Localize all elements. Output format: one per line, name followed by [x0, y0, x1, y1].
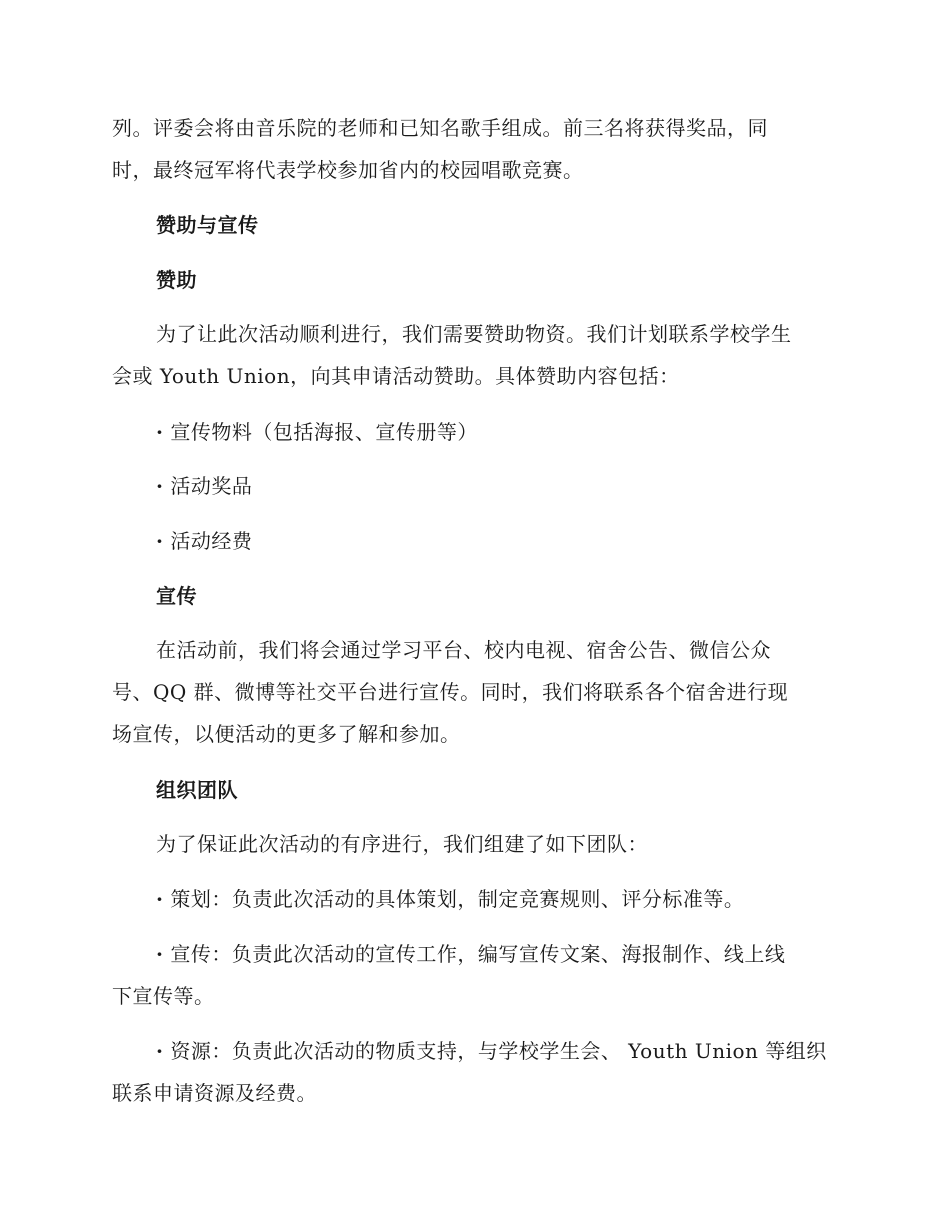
team-intro: 为了保证此次活动的有序进行，我们组建了如下团队： [156, 832, 648, 856]
sponsor-paragraph-line-2: 会或 Youth Union，向其申请活动赞助。具体赞助内容包括： [112, 364, 680, 388]
promo-paragraph-line-3: 场宣传，以便活动的更多了解和参加。 [112, 722, 461, 746]
sponsor-paragraph-line-1: 为了让此次活动顺利进行，我们需要赞助物资。我们计划联系学校学生 [156, 322, 792, 346]
bullet-symbol: · [156, 1039, 164, 1063]
team-bullet-promo [156, 940, 785, 968]
team-resource-text: 资源：负责此次活动的物质支持，与学校学生会、 Youth Union 等组织 [170, 1039, 827, 1063]
subsection-heading-sponsor: 赞助 [156, 268, 197, 292]
sponsor-bullet-item [156, 527, 252, 555]
bullet-symbol: · [156, 474, 164, 498]
sponsor-bullet-item [156, 472, 252, 500]
subsection-heading-promo: 宣传 [156, 584, 197, 608]
team-bullet-resource [156, 1037, 827, 1065]
intro-line-2: 时，最终冠军将代表学校参加省内的校园唱歌竞赛。 [112, 158, 584, 182]
team-bullet-plan [156, 885, 744, 913]
sponsor-bullet-item [156, 418, 478, 446]
bullet-symbol: · [156, 420, 164, 444]
team-promo-line-2: 下宣传等。 [112, 984, 215, 1008]
sponsor-item-label: 活动经费 [170, 529, 253, 553]
promo-paragraph-line-2: 号、QQ 群、微博等社交平台进行宣传。同时，我们将联系各个宿舍进行现 [112, 680, 789, 704]
bullet-symbol: · [156, 887, 164, 911]
section-heading-team: 组织团队 [156, 778, 238, 802]
sponsor-item-label: 活动奖品 [170, 474, 253, 498]
intro-line-1: 列。评委会将由音乐院的老师和已知名歌手组成。前三名将获得奖品，同 [112, 116, 768, 140]
sponsor-item-label: 宣传物料（包括海报、宣传册等） [170, 420, 478, 444]
team-resource-line-2: 联系申请资源及经费。 [112, 1081, 317, 1105]
section-heading-sponsor-promo: 赞助与宣传 [156, 213, 259, 237]
team-plan-text: 策划：负责此次活动的具体策划，制定竞赛规则、评分标准等。 [170, 887, 745, 911]
promo-paragraph-line-1: 在活动前，我们将会通过学习平台、校内电视、宿舍公告、微信公众 [156, 638, 771, 662]
team-promo-text: 宣传：负责此次活动的宣传工作，编写宣传文案、海报制作、线上线 [170, 942, 786, 966]
bullet-symbol: · [156, 942, 164, 966]
bullet-symbol: · [156, 529, 164, 553]
